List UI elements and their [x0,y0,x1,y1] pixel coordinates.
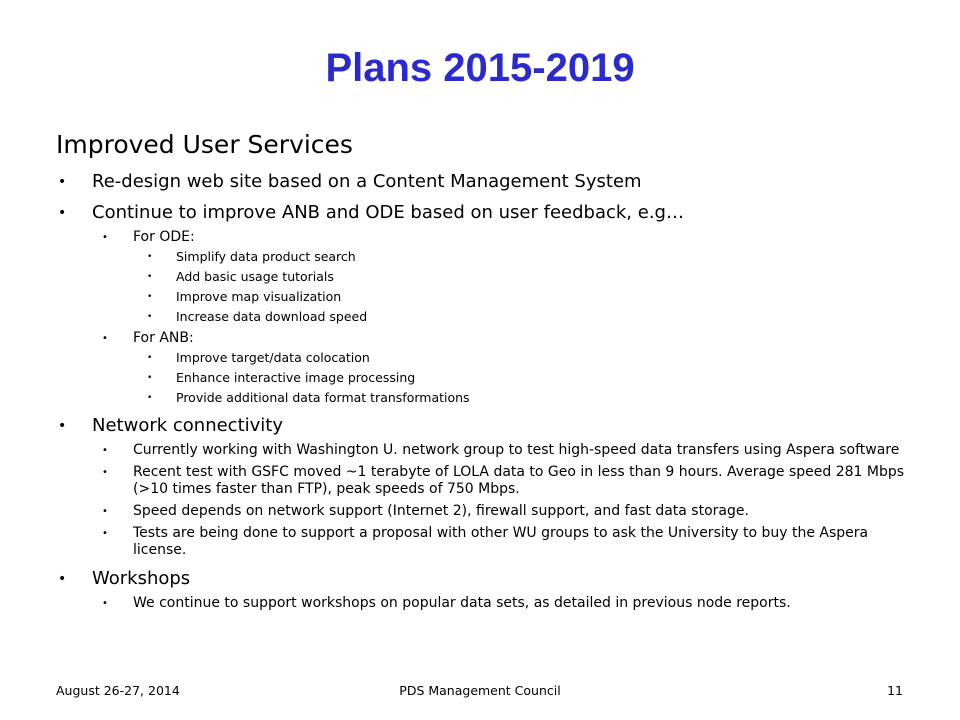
sub-bullet-ode [56,229,916,325]
ode-item: • Increase data download speed [56,309,916,325]
network-list [92,442,916,559]
bullet-text: Re-design web site based on a Content Management System [92,171,642,192]
network-label: Network connectivity [92,415,283,436]
footer-center: PDS Management Council [399,683,561,698]
anb-item: • Provide additional data format transformations [56,390,916,406]
sub-bullet-anb [56,330,916,406]
sub-list [92,229,916,406]
ode-item: • Improve map visualization [56,289,916,305]
network-item: • Recent test with GSFC moved ~1 terabyte of LOLA data to Geo in less than 9 hours. Average speed 281 Mbps (>10 times faster than FTP), peak speeds of 750 Mbps. [56,464,916,498]
bullet-list [56,171,916,612]
slide-content [56,130,916,621]
anb-item: • Enhance interactive image processing [56,370,916,386]
slide-title: Plans 2015-2019 [325,46,635,90]
footer-page-number: 11 [887,683,903,698]
workshops-item: • We continue to support workshops on popular data sets, as detailed in previous node reports. [56,595,916,612]
bullet-item [56,171,916,193]
workshops-list [92,595,916,612]
network-item: • Tests are being done to support a proposal with other WU groups to ask the University to buy the Aspera license. [56,525,916,559]
anb-list [133,350,916,406]
network-item: • Speed depends on network support (Internet 2), firewall support, and fast data storage. [56,503,916,520]
workshops-label: Workshops [92,568,191,589]
ode-item: • Add basic usage tutorials [56,269,916,285]
footer-date: August 26-27, 2014 [56,683,180,698]
ode-list [133,249,916,325]
bullet-item-network [56,415,916,559]
network-item: • Currently working with Washington U. network group to test high-speed data transfers using Aspera software [56,442,916,459]
ode-label: For ODE: [133,229,195,245]
bullet-text: Continue to improve ANB and ODE based on user feedback, e.g… [92,202,684,223]
bullet-item-workshops [56,568,916,612]
anb-item: • Improve target/data colocation [56,350,916,366]
section-heading: Improved User Services [56,130,353,159]
bullet-item [56,202,916,406]
anb-label: For ANB: [133,330,194,346]
ode-item: • Simplify data product search [56,249,916,265]
